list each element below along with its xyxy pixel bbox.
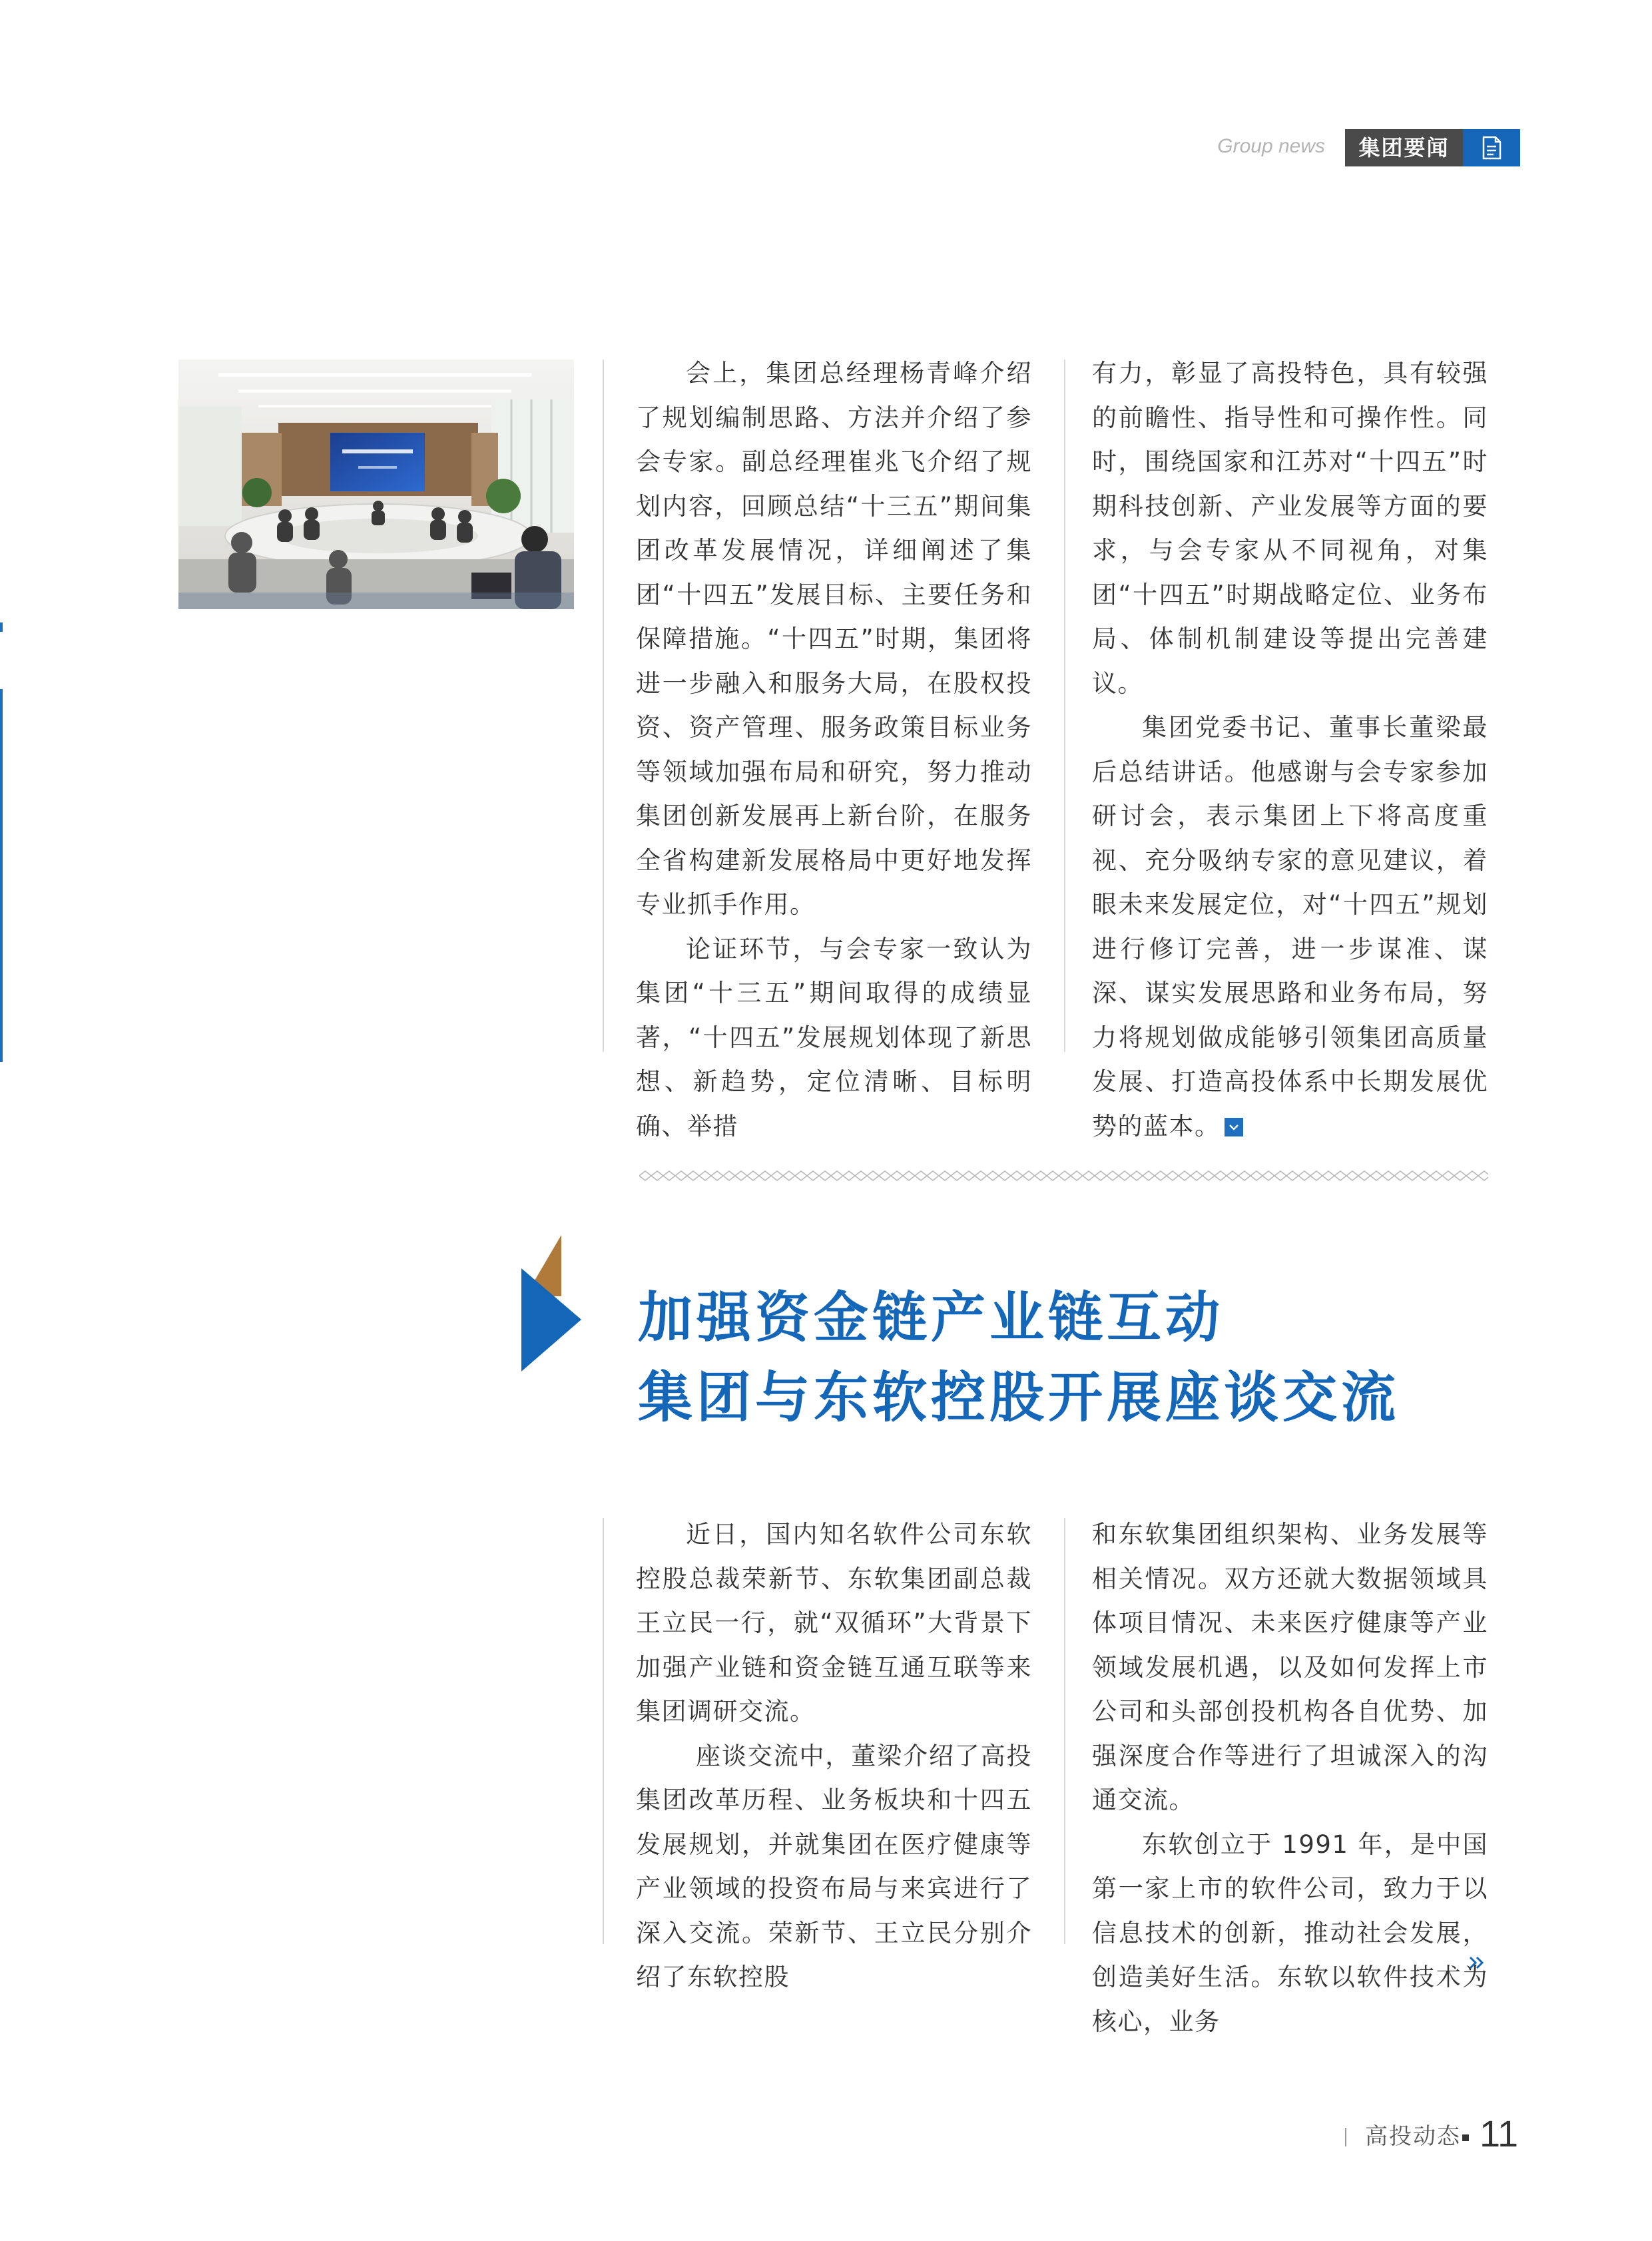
paragraph: 会上，集团总经理杨青峰介绍了规划编制思路、方法并介绍了参会专家。副总经理崔兆飞介绍了规划内容，回顾总结“十三五”期间集团改革发展情况，详细阐述了集团“十四五”发展目标、主要任务和保障措施。“十四五”时期，集团将进一步融入和服务大局，在股权投资、资产管理、服务政策目标业务等领域加强布局和研究，努力推动集团创新发展再上新台阶，在服务全省构建新发展格局中更好地发挥专业抓手作用。: [636, 359, 1032, 919]
paragraph: 和东软集团组织架构、业务发展等相关情况。双方还就大数据领域具体项目情况、未来医疗健康等产业领域发展机遇，以及如何发挥上市公司和头部创投机构各自优势、加强深度合作等进行了坦诚深入的沟通交流。: [1092, 1520, 1488, 1814]
paragraph: 有力，彰显了高投特色，具有较强的前瞻性、指导性和可操作性。同时，围绕国家和江苏对“十四五”时期科技创新、产业发展等方面的要求，与会专家从不同视角，对集团“十四五”时期战略定位、业务布局、体制机制建设等提出完善建议。: [1092, 359, 1488, 698]
article1-column-1: [636, 352, 1032, 1148]
page-number: 11: [1480, 2113, 1519, 2154]
paragraph: 东软创立于 1991 年，是中国第一家上市的软件公司，致力于以信息技术的创新，推动社会发展，创造美好生活。东软以软件技术为核心，业务: [1092, 1830, 1488, 2036]
paragraph: 论证环节，与会专家一致认为集团“十三五”期间取得的成绩显著，“十四五”发展规划体现了新思想、新趋势，定位清晰、目标明确、举措: [636, 934, 1032, 1140]
column-divider: [603, 1518, 604, 1944]
title-line-2: 集团与东软控股开展座谈交流: [638, 1366, 1400, 1429]
footer-magazine-name: 高投动态: [1365, 2123, 1461, 2150]
paragraph: 集团党委书记、董事长董梁最后总结讲话。他感谢与会专家参加研讨会，表示集团上下将高度重视、充分吸纳专家的意见建议，着眼未来发展定位，对“十四五”规划进行修订完善，进一步谋准、谋深、谋实发展思路和业务布局，努力将规划做成能够引领集团高质量发展、打造高投体系中长期发展优势的蓝本。: [1092, 713, 1488, 1140]
newspaper-icon: [1463, 129, 1520, 166]
paragraph: 座谈交流中，董梁介绍了高投集团改革历程、业务板块和十四五发展规划，并就集团在医疗健康等产业领域的投资布局与来宾进行了深入交流。荣新节、王立民分别介绍了东软控股: [636, 1741, 1032, 1991]
edge-accent-bar: [0, 689, 3, 1062]
paragraph: 近日，国内知名软件公司东软控股总裁荣新节、东软集团副总裁王立民一行，就“双循环”大背景下加强产业链和资金链互通互联等来集团调研交流。: [636, 1520, 1032, 1726]
header-en-label: Group news: [1217, 135, 1325, 157]
article2-column-2: [1092, 1513, 1488, 2044]
title-ornament: [516, 1235, 583, 1375]
footer-bullet: [1462, 2134, 1469, 2141]
column-divider: [1064, 360, 1065, 1052]
edge-marker: [0, 622, 3, 632]
title-line-1: 加强资金链产业链互动: [638, 1286, 1225, 1350]
column-divider: [1064, 1518, 1065, 1944]
footer-separator: [1345, 2128, 1346, 2146]
column-divider: [603, 360, 604, 1052]
meeting-photo: [178, 360, 574, 609]
zigzag-divider: [639, 1170, 1488, 1182]
end-of-article-icon: [1225, 1118, 1243, 1136]
article1-column-2: [1092, 352, 1488, 1148]
double-chevron-right-icon: [1465, 1949, 1492, 1976]
article2-title: [638, 1278, 1400, 1438]
section-tag: 集团要闻: [1345, 129, 1463, 166]
article2-column-1: [636, 1513, 1032, 2000]
